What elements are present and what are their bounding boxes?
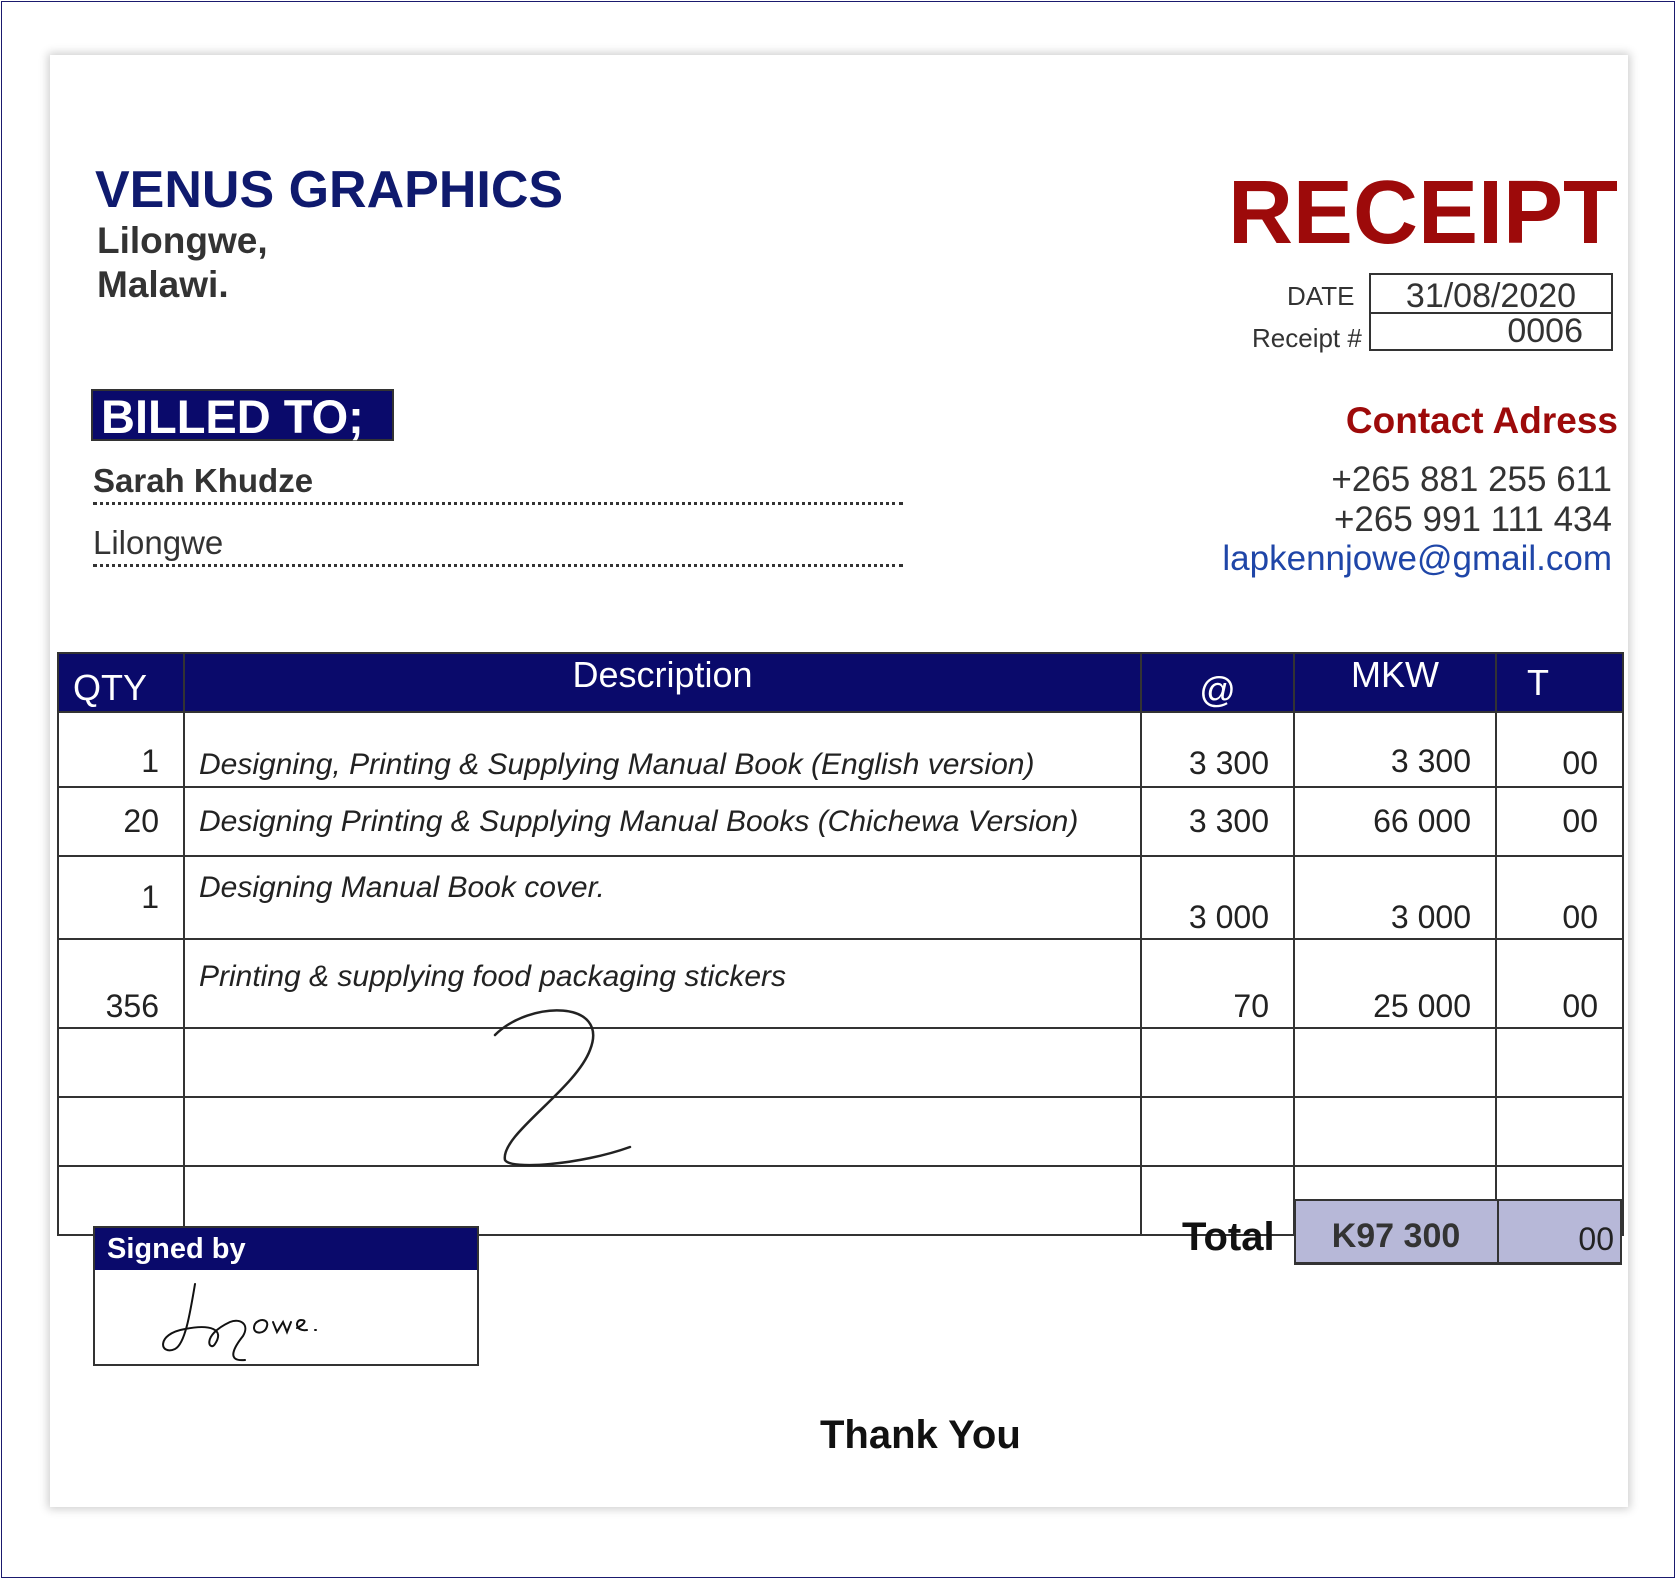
total-label: Total	[1182, 1215, 1275, 1259]
table-row	[58, 712, 1623, 787]
row-mkw: 25 000	[1294, 939, 1496, 1028]
row-t: 00	[1496, 856, 1623, 939]
table-row	[58, 939, 1623, 1028]
total-amount: K97 300	[1331, 1217, 1461, 1255]
table-row	[58, 856, 1623, 939]
header-description: Description	[184, 653, 1141, 712]
header-rate: @	[1141, 653, 1294, 712]
row-t: 00	[1496, 712, 1623, 787]
row-qty: 356	[58, 939, 184, 1028]
contact-heading: Contact Adress	[1345, 400, 1618, 441]
row-mkw: 3 300	[1294, 712, 1496, 787]
billed-to-heading: BILLED TO;	[91, 389, 394, 441]
items-table	[57, 652, 1622, 1199]
table-row	[58, 787, 1623, 856]
signed-by-label: Signed by	[95, 1228, 477, 1270]
thank-you-note: Thank You	[820, 1413, 1021, 1457]
header-qty: QTY	[58, 653, 184, 712]
company-address-line2: Malawi.	[97, 264, 229, 305]
receipt-meta-box	[1369, 273, 1613, 351]
contact-phone-1: +265 881 255 611	[1331, 460, 1612, 499]
receipt-number: 0006	[1507, 312, 1583, 350]
receipt-number-label: Receipt #	[1252, 323, 1362, 353]
company-name: VENUS GRAPHICS	[95, 161, 564, 219]
contact-email: lapkennjowe@gmail.com	[1222, 539, 1612, 578]
row-description: Designing Manual Book cover.	[184, 856, 1141, 939]
row-mkw: 66 000	[1294, 787, 1496, 856]
blank-rows-strike-mark	[490, 1005, 640, 1170]
company-address-line1: Lilongwe,	[97, 220, 268, 261]
row-t: 00	[1496, 939, 1623, 1028]
row-description: Printing & supplying food packaging stickers	[184, 939, 1141, 1028]
billed-to-city: Lilongwe	[93, 524, 903, 567]
row-qty: 20	[58, 787, 184, 856]
contact-phone-2: +265 991 111 434	[1333, 500, 1612, 539]
total-box	[1294, 1199, 1622, 1265]
row-rate: 3 000	[1141, 856, 1294, 939]
row-qty: 1	[58, 856, 184, 939]
table-row-empty	[58, 1097, 1623, 1166]
date-label: DATE	[1287, 281, 1355, 311]
row-rate: 3 300	[1141, 712, 1294, 787]
total-cents: 00	[1578, 1221, 1614, 1257]
billed-to-name: Sarah Khudze	[93, 462, 903, 505]
row-t: 00	[1496, 787, 1623, 856]
receipt-title: RECEIPT	[1227, 163, 1618, 263]
row-description: Designing, Printing & Supplying Manual Book (English version)	[184, 712, 1141, 787]
row-rate: 70	[1141, 939, 1294, 1028]
signature-box	[93, 1226, 479, 1366]
table-row-empty	[58, 1028, 1623, 1097]
handwritten-signature	[155, 1274, 345, 1364]
header-mkw: MKW	[1294, 653, 1496, 712]
receipt-date: 31/08/2020	[1405, 277, 1577, 315]
row-description: Designing Printing & Supplying Manual Books (Chichewa Version)	[184, 787, 1141, 856]
row-qty: 1	[58, 712, 184, 787]
table-header-row	[58, 653, 1623, 712]
header-t: T	[1496, 653, 1623, 712]
row-mkw: 3 000	[1294, 856, 1496, 939]
row-rate: 3 300	[1141, 787, 1294, 856]
